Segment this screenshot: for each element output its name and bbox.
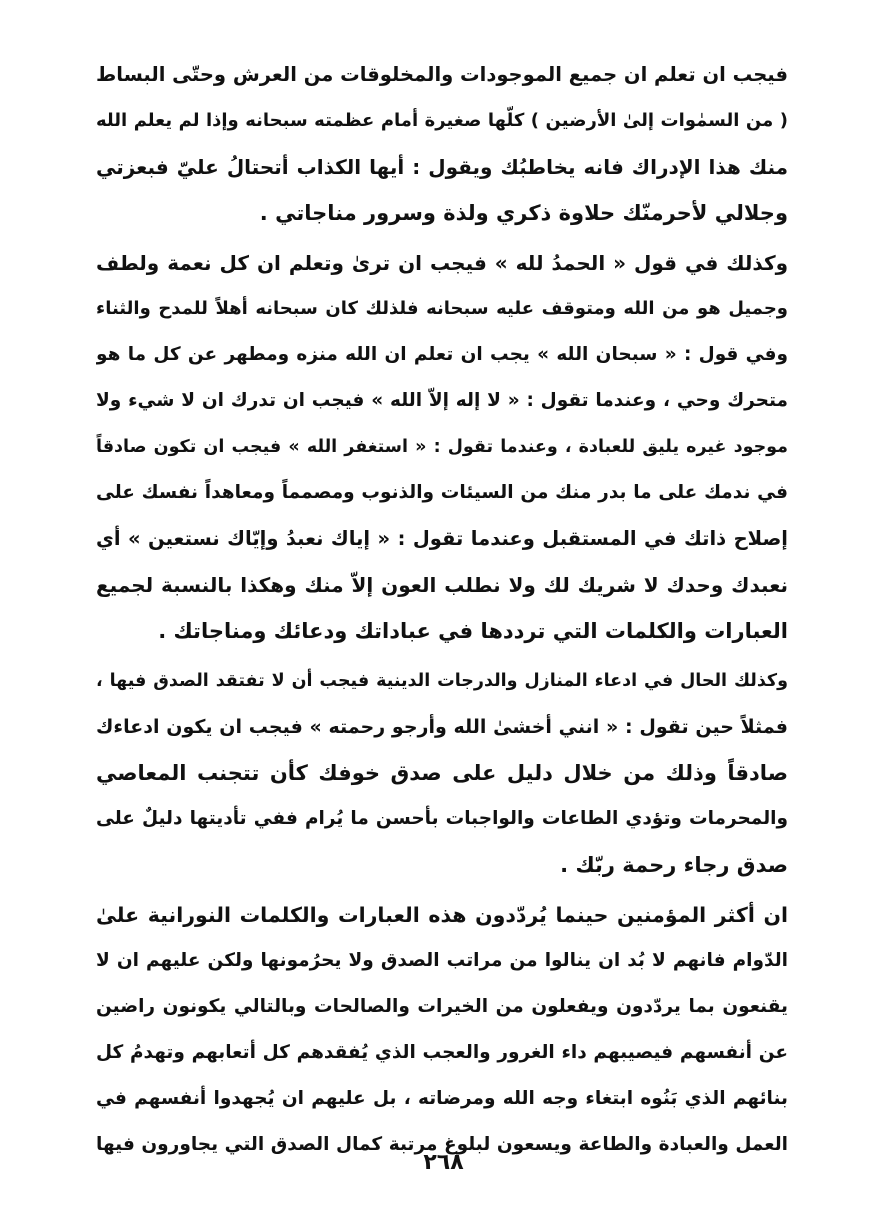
paragraph-2 [96, 240, 788, 654]
text-line: وكذلك الحال في ادعاء المنازل والدرجات الدينية فيجب أن لا تفتقد الصدق فيها ، [96, 671, 788, 691]
text-line: ان أكثر المؤمنين حينما يُردّدون هذه العبارات والكلمات النورانية علىٰ [96, 903, 788, 927]
text-line: العمل والعبادة والطاعة ويسعون لبلوغ مرتبة كمال الصدق التي يجاورون فيها [96, 1134, 788, 1155]
text-line: صدق رجاء رحمة ربّك . [560, 853, 788, 877]
text-line: وفي قول : « سبحان الله » يجب ان تعلم ان الله منزه ومطهر عن كل ما هو [96, 344, 788, 365]
text-line: عن أنفسهم فيصيبهم داء الغرور والعجب الذي يُفقدهم كل أتعابهم وتهدمُ كل [96, 1042, 788, 1063]
text-line: وجلالي لأحرمنّك حلاوة ذكري ولذة وسرور مناجاتي . [259, 201, 788, 225]
paragraph-1 [96, 52, 788, 236]
text-line: فيجب ان تعلم ان جميع الموجودات والمخلوقات من العرش وحتّى البساط [96, 63, 788, 86]
body-text [96, 52, 788, 1168]
paragraph-3 [96, 658, 788, 888]
text-line: متحرك وحي ، وعندما تقول : « لا إله إلاّ الله » فيجب ان تدرك ان لا شيء ولا [96, 390, 788, 411]
text-line: الدّوام فانهم لا بُد ان ينالوا من مراتب الصدق ولا يحرُمونها ولكن عليهم ان لا [96, 950, 788, 971]
text-line: وجميل هو من الله ومتوقف عليه سبحانه فلذلك كان سبحانه أهلاً للمدح والثناء [96, 298, 788, 319]
text-line: والمحرمات وتؤدي الطاعات والواجبات بأحسن ما يُرام ففي تأديتها دليلٌ على [96, 808, 788, 829]
paragraph-4 [96, 892, 788, 1168]
text-line: ( من السمٰوات إلىٰ الأرضين ) كلّها صغيرة أمام عظمته سبحانه وإذا لم يعلم الله [96, 110, 788, 131]
text-line: بنائهم الذي بَنُوه ابتغاء وجه الله ومرضاته ، بل عليهم ان يُجهدوا أنفسهم في [96, 1088, 788, 1109]
text-line: وكذلك في قول « الحمدُ لله » فيجب ان ترىٰ وتعلم ان كل نعمة ولطف [96, 251, 788, 275]
text-line: في ندمك على ما بدر منك من السيئات والذنوب ومصمماً ومعاهداً نفسك على [96, 482, 788, 503]
text-line: صادقاً وذلك من خلال دليل على صدق خوفك كأن تتجنب المعاصي [96, 761, 788, 785]
text-line: إصلاح ذاتك في المستقبل وعندما تقول : « إياك نعبدُ وإيّاك نستعين » أي [96, 527, 788, 550]
text-line: العبارات والكلمات التي ترددها في عباداتك ودعائك ومناجاتك . [158, 619, 788, 643]
text-line: موجود غيره يليق للعبادة ، وعندما تقول : « استغفر الله » فيجب ان تكون صادقاً [96, 437, 788, 457]
text-line: نعبدك وحدك لا شريك لك ولا نطلب العون إلاّ منك وهكذا بالنسبة لجميع [96, 573, 788, 597]
text-line: منك هذا الإدراك فانه يخاطبُك ويقول : أيها الكذاب أتحتالُ عليّ فبعزتي [96, 155, 788, 179]
text-line: يقنعون بما يردّدون ويفعلون من الخيرات والصالحات وبالتالي يكونون راضين [96, 996, 788, 1017]
page-number: ٢٦٨ [423, 1150, 464, 1175]
text-line: فمثلاً حين تقول : « انني أخشىٰ الله وأرجو رحمته » فيجب ان يكون ادعاءك [96, 716, 788, 738]
